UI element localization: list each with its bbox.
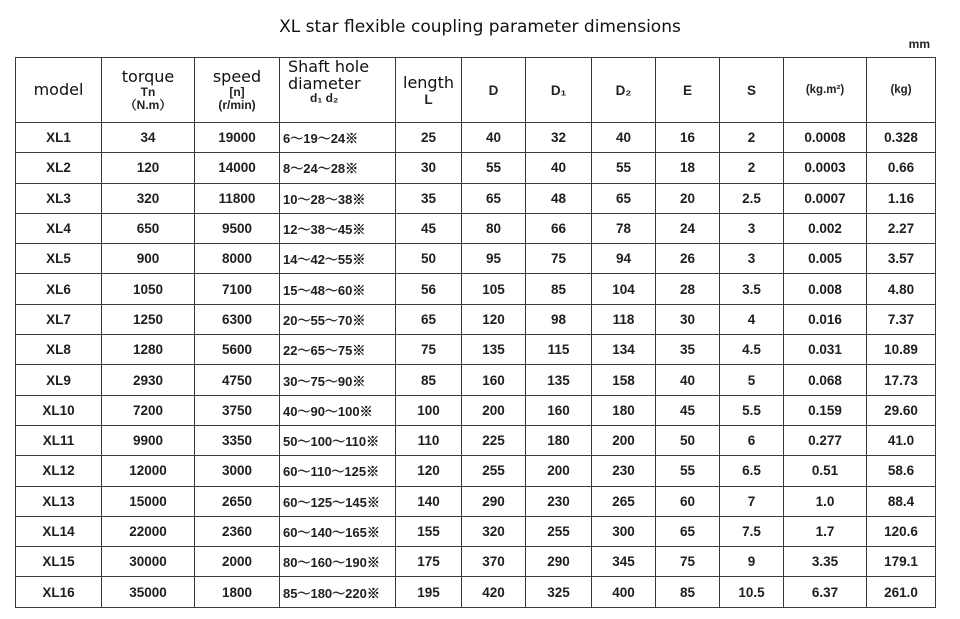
- header-hole-line1: Shaft hole: [288, 57, 370, 76]
- header-S: [720, 58, 784, 123]
- cell-shaft-hole: 80～160～190※: [280, 547, 396, 577]
- cell-D: 225: [462, 425, 526, 455]
- cell-D2: 78: [592, 213, 656, 243]
- cell-D2: 40: [592, 123, 656, 153]
- cell-torque: 7200: [102, 395, 195, 425]
- cell-inertia: 0.277: [784, 425, 867, 455]
- cell-length: 140: [396, 486, 462, 516]
- cell-model: XL1: [16, 123, 102, 153]
- header-E: [656, 58, 720, 123]
- cell-inertia: 0.0008: [784, 123, 867, 153]
- cell-D1: 255: [526, 516, 592, 546]
- cell-length: 85: [396, 365, 462, 395]
- cell-mass: 3.57: [867, 244, 936, 274]
- cell-mass: 0.66: [867, 153, 936, 183]
- cell-inertia: 6.37: [784, 577, 867, 607]
- header-torque-label: torque: [121, 67, 175, 86]
- cell-mass: 10.89: [867, 335, 936, 365]
- header-D-label: D: [488, 82, 499, 98]
- header-mass-unit: (kg): [890, 84, 912, 96]
- cell-inertia: 3.35: [784, 547, 867, 577]
- cell-S: 6.5: [720, 456, 784, 486]
- header-speed-symbol: [n]: [229, 85, 245, 99]
- cell-speed: 14000: [195, 153, 280, 183]
- cell-inertia: 0.0003: [784, 153, 867, 183]
- cell-D: 290: [462, 486, 526, 516]
- cell-shaft-hole: 60～110～125※: [280, 456, 396, 486]
- cell-length: 110: [396, 425, 462, 455]
- cell-torque: 120: [102, 153, 195, 183]
- cell-D2: 118: [592, 304, 656, 334]
- cell-speed: 3350: [195, 425, 280, 455]
- table-row: [16, 456, 936, 486]
- cell-shaft-hole: 12～38～45※: [280, 213, 396, 243]
- cell-model: XL12: [16, 456, 102, 486]
- cell-inertia: 0.002: [784, 213, 867, 243]
- cell-E: 50: [656, 425, 720, 455]
- cell-shaft-hole: 85～180～220※: [280, 577, 396, 607]
- cell-torque: 900: [102, 244, 195, 274]
- cell-speed: 3000: [195, 456, 280, 486]
- cell-D1: 40: [526, 153, 592, 183]
- cell-mass: 29.60: [867, 395, 936, 425]
- cell-shaft-hole: 14～42～55※: [280, 244, 396, 274]
- cell-D1: 66: [526, 213, 592, 243]
- cell-S: 2: [720, 153, 784, 183]
- header-E-label: E: [682, 82, 692, 98]
- cell-D1: 135: [526, 365, 592, 395]
- cell-speed: 6300: [195, 304, 280, 334]
- header-torque-unit: （N.m）: [124, 98, 172, 112]
- header-hole-symbol: d₁ d₂: [310, 91, 339, 105]
- header-S-label: S: [746, 82, 756, 98]
- cell-D2: 65: [592, 183, 656, 213]
- cell-shaft-hole: 60～125～145※: [280, 486, 396, 516]
- cell-E: 45: [656, 395, 720, 425]
- cell-mass: 120.6: [867, 516, 936, 546]
- cell-D2: 104: [592, 274, 656, 304]
- cell-D1: 160: [526, 395, 592, 425]
- cell-speed: 5600: [195, 335, 280, 365]
- cell-model: XL7: [16, 304, 102, 334]
- cell-model: XL16: [16, 577, 102, 607]
- table-row: [16, 425, 936, 455]
- cell-E: 16: [656, 123, 720, 153]
- cell-D: 420: [462, 577, 526, 607]
- cell-length: 175: [396, 547, 462, 577]
- table-row: [16, 153, 936, 183]
- cell-D: 40: [462, 123, 526, 153]
- header-shaft-hole: [280, 58, 396, 123]
- cell-speed: 3750: [195, 395, 280, 425]
- cell-E: 35: [656, 335, 720, 365]
- cell-S: 5.5: [720, 395, 784, 425]
- cell-model: XL3: [16, 183, 102, 213]
- cell-shaft-hole: 15～48～60※: [280, 274, 396, 304]
- header-torque-symbol: Tn: [140, 85, 156, 99]
- cell-torque: 1050: [102, 274, 195, 304]
- cell-E: 75: [656, 547, 720, 577]
- table-header-row: [16, 58, 936, 123]
- cell-mass: 7.37: [867, 304, 936, 334]
- cell-torque: 9900: [102, 425, 195, 455]
- cell-D1: 85: [526, 274, 592, 304]
- cell-D: 160: [462, 365, 526, 395]
- table-row: [16, 547, 936, 577]
- cell-model: XL10: [16, 395, 102, 425]
- cell-E: 24: [656, 213, 720, 243]
- cell-torque: 12000: [102, 456, 195, 486]
- cell-torque: 650: [102, 213, 195, 243]
- cell-D: 200: [462, 395, 526, 425]
- header-D2: [592, 58, 656, 123]
- cell-D2: 158: [592, 365, 656, 395]
- cell-D2: 134: [592, 335, 656, 365]
- cell-S: 5: [720, 365, 784, 395]
- header-mass: [867, 58, 936, 123]
- cell-S: 3: [720, 213, 784, 243]
- cell-shaft-hole: 10～28～38※: [280, 183, 396, 213]
- cell-model: XL5: [16, 244, 102, 274]
- cell-D: 95: [462, 244, 526, 274]
- cell-S: 3.5: [720, 274, 784, 304]
- cell-torque: 2930: [102, 365, 195, 395]
- cell-D2: 180: [592, 395, 656, 425]
- cell-inertia: 1.7: [784, 516, 867, 546]
- header-length: [396, 58, 462, 123]
- table-row: [16, 486, 936, 516]
- cell-D1: 200: [526, 456, 592, 486]
- header-torque: [102, 58, 195, 123]
- cell-speed: 1800: [195, 577, 280, 607]
- cell-speed: 11800: [195, 183, 280, 213]
- cell-D: 80: [462, 213, 526, 243]
- cell-model: XL2: [16, 153, 102, 183]
- cell-mass: 58.6: [867, 456, 936, 486]
- cell-model: XL8: [16, 335, 102, 365]
- cell-D: 105: [462, 274, 526, 304]
- cell-D1: 115: [526, 335, 592, 365]
- cell-mass: 88.4: [867, 486, 936, 516]
- cell-D1: 98: [526, 304, 592, 334]
- cell-D: 55: [462, 153, 526, 183]
- table-row: [16, 304, 936, 334]
- cell-D2: 265: [592, 486, 656, 516]
- cell-torque: 15000: [102, 486, 195, 516]
- cell-S: 2: [720, 123, 784, 153]
- cell-D2: 300: [592, 516, 656, 546]
- cell-model: XL11: [16, 425, 102, 455]
- cell-D: 320: [462, 516, 526, 546]
- header-D: [462, 58, 526, 123]
- cell-inertia: 0.008: [784, 274, 867, 304]
- cell-torque: 22000: [102, 516, 195, 546]
- cell-torque: 30000: [102, 547, 195, 577]
- cell-length: 65: [396, 304, 462, 334]
- cell-inertia: 0.031: [784, 335, 867, 365]
- cell-inertia: 0.016: [784, 304, 867, 334]
- cell-D2: 230: [592, 456, 656, 486]
- cell-shaft-hole: 8～24～28※: [280, 153, 396, 183]
- table-row: [16, 183, 936, 213]
- cell-shaft-hole: 22～65～75※: [280, 335, 396, 365]
- cell-D: 65: [462, 183, 526, 213]
- cell-shaft-hole: 30～75～90※: [280, 365, 396, 395]
- cell-S: 3: [720, 244, 784, 274]
- cell-D1: 75: [526, 244, 592, 274]
- table-row: [16, 516, 936, 546]
- cell-D1: 180: [526, 425, 592, 455]
- table-row: [16, 123, 936, 153]
- cell-length: 155: [396, 516, 462, 546]
- cell-shaft-hole: 6～19～24※: [280, 123, 396, 153]
- cell-S: 6: [720, 425, 784, 455]
- cell-mass: 17.73: [867, 365, 936, 395]
- cell-E: 65: [656, 516, 720, 546]
- cell-D: 120: [462, 304, 526, 334]
- cell-model: XL13: [16, 486, 102, 516]
- table-row: [16, 335, 936, 365]
- cell-E: 60: [656, 486, 720, 516]
- cell-speed: 8000: [195, 244, 280, 274]
- cell-length: 75: [396, 335, 462, 365]
- header-inertia-unit: (kg.m²): [805, 84, 845, 96]
- cell-shaft-hole: 40～90～100※: [280, 395, 396, 425]
- cell-mass: 261.0: [867, 577, 936, 607]
- cell-inertia: 0.51: [784, 456, 867, 486]
- header-D1: [526, 58, 592, 123]
- cell-model: XL9: [16, 365, 102, 395]
- cell-E: 85: [656, 577, 720, 607]
- table-row: [16, 577, 936, 607]
- header-speed-label: speed: [212, 67, 262, 86]
- cell-D: 135: [462, 335, 526, 365]
- cell-mass: 4.80: [867, 274, 936, 304]
- header-model-label: model: [33, 80, 84, 99]
- cell-length: 30: [396, 153, 462, 183]
- cell-inertia: 0.0007: [784, 183, 867, 213]
- cell-mass: 179.1: [867, 547, 936, 577]
- cell-S: 4.5: [720, 335, 784, 365]
- cell-model: XL4: [16, 213, 102, 243]
- cell-mass: 2.27: [867, 213, 936, 243]
- cell-mass: 41.0: [867, 425, 936, 455]
- cell-shaft-hole: 20～55～70※: [280, 304, 396, 334]
- header-inertia: [784, 58, 867, 123]
- cell-S: 10.5: [720, 577, 784, 607]
- cell-length: 25: [396, 123, 462, 153]
- cell-shaft-hole: 50～100～110※: [280, 425, 396, 455]
- cell-speed: 2000: [195, 547, 280, 577]
- cell-E: 28: [656, 274, 720, 304]
- cell-D: 255: [462, 456, 526, 486]
- cell-length: 56: [396, 274, 462, 304]
- cell-D1: 48: [526, 183, 592, 213]
- cell-D1: 32: [526, 123, 592, 153]
- table-row: [16, 244, 936, 274]
- cell-E: 30: [656, 304, 720, 334]
- cell-torque: 1280: [102, 335, 195, 365]
- cell-inertia: 1.0: [784, 486, 867, 516]
- cell-E: 18: [656, 153, 720, 183]
- cell-length: 45: [396, 213, 462, 243]
- cell-S: 9: [720, 547, 784, 577]
- cell-mass: 0.328: [867, 123, 936, 153]
- cell-D1: 290: [526, 547, 592, 577]
- cell-speed: 2650: [195, 486, 280, 516]
- cell-model: XL6: [16, 274, 102, 304]
- header-hole-line2: diameter: [288, 74, 361, 93]
- cell-E: 55: [656, 456, 720, 486]
- cell-shaft-hole: 60～140～165※: [280, 516, 396, 546]
- cell-D1: 230: [526, 486, 592, 516]
- cell-inertia: 0.068: [784, 365, 867, 395]
- cell-D2: 345: [592, 547, 656, 577]
- cell-torque: 1250: [102, 304, 195, 334]
- cell-D2: 200: [592, 425, 656, 455]
- cell-length: 195: [396, 577, 462, 607]
- page-title: XL star flexible coupling parameter dimensions: [279, 17, 681, 37]
- cell-D1: 325: [526, 577, 592, 607]
- cell-inertia: 0.159: [784, 395, 867, 425]
- header-speed: [195, 58, 280, 123]
- cell-length: 120: [396, 456, 462, 486]
- cell-mass: 1.16: [867, 183, 936, 213]
- cell-length: 35: [396, 183, 462, 213]
- cell-E: 26: [656, 244, 720, 274]
- cell-D2: 400: [592, 577, 656, 607]
- cell-D2: 55: [592, 153, 656, 183]
- cell-E: 20: [656, 183, 720, 213]
- cell-length: 100: [396, 395, 462, 425]
- unit-note: mm: [908, 37, 930, 51]
- cell-speed: 2360: [195, 516, 280, 546]
- table-body: [16, 123, 936, 608]
- cell-length: 50: [396, 244, 462, 274]
- cell-S: 7.5: [720, 516, 784, 546]
- parameter-table: [15, 57, 936, 608]
- cell-speed: 9500: [195, 213, 280, 243]
- cell-torque: 320: [102, 183, 195, 213]
- table-row: [16, 365, 936, 395]
- cell-D2: 94: [592, 244, 656, 274]
- cell-model: XL15: [16, 547, 102, 577]
- cell-torque: 34: [102, 123, 195, 153]
- table-row: [16, 213, 936, 243]
- cell-model: XL14: [16, 516, 102, 546]
- cell-inertia: 0.005: [784, 244, 867, 274]
- header-speed-unit: (r/min): [218, 98, 256, 112]
- cell-speed: 4750: [195, 365, 280, 395]
- header-model: [16, 58, 102, 123]
- header-D2-label: D₂: [615, 82, 632, 98]
- cell-speed: 19000: [195, 123, 280, 153]
- cell-E: 40: [656, 365, 720, 395]
- cell-speed: 7100: [195, 274, 280, 304]
- cell-torque: 35000: [102, 577, 195, 607]
- header-length-label: length: [403, 72, 454, 92]
- table-row: [16, 274, 936, 304]
- header-D1-label: D₁: [550, 82, 567, 98]
- header-length-symbol: L: [424, 91, 433, 107]
- cell-S: 7: [720, 486, 784, 516]
- cell-D: 370: [462, 547, 526, 577]
- table-row: [16, 395, 936, 425]
- cell-S: 4: [720, 304, 784, 334]
- cell-S: 2.5: [720, 183, 784, 213]
